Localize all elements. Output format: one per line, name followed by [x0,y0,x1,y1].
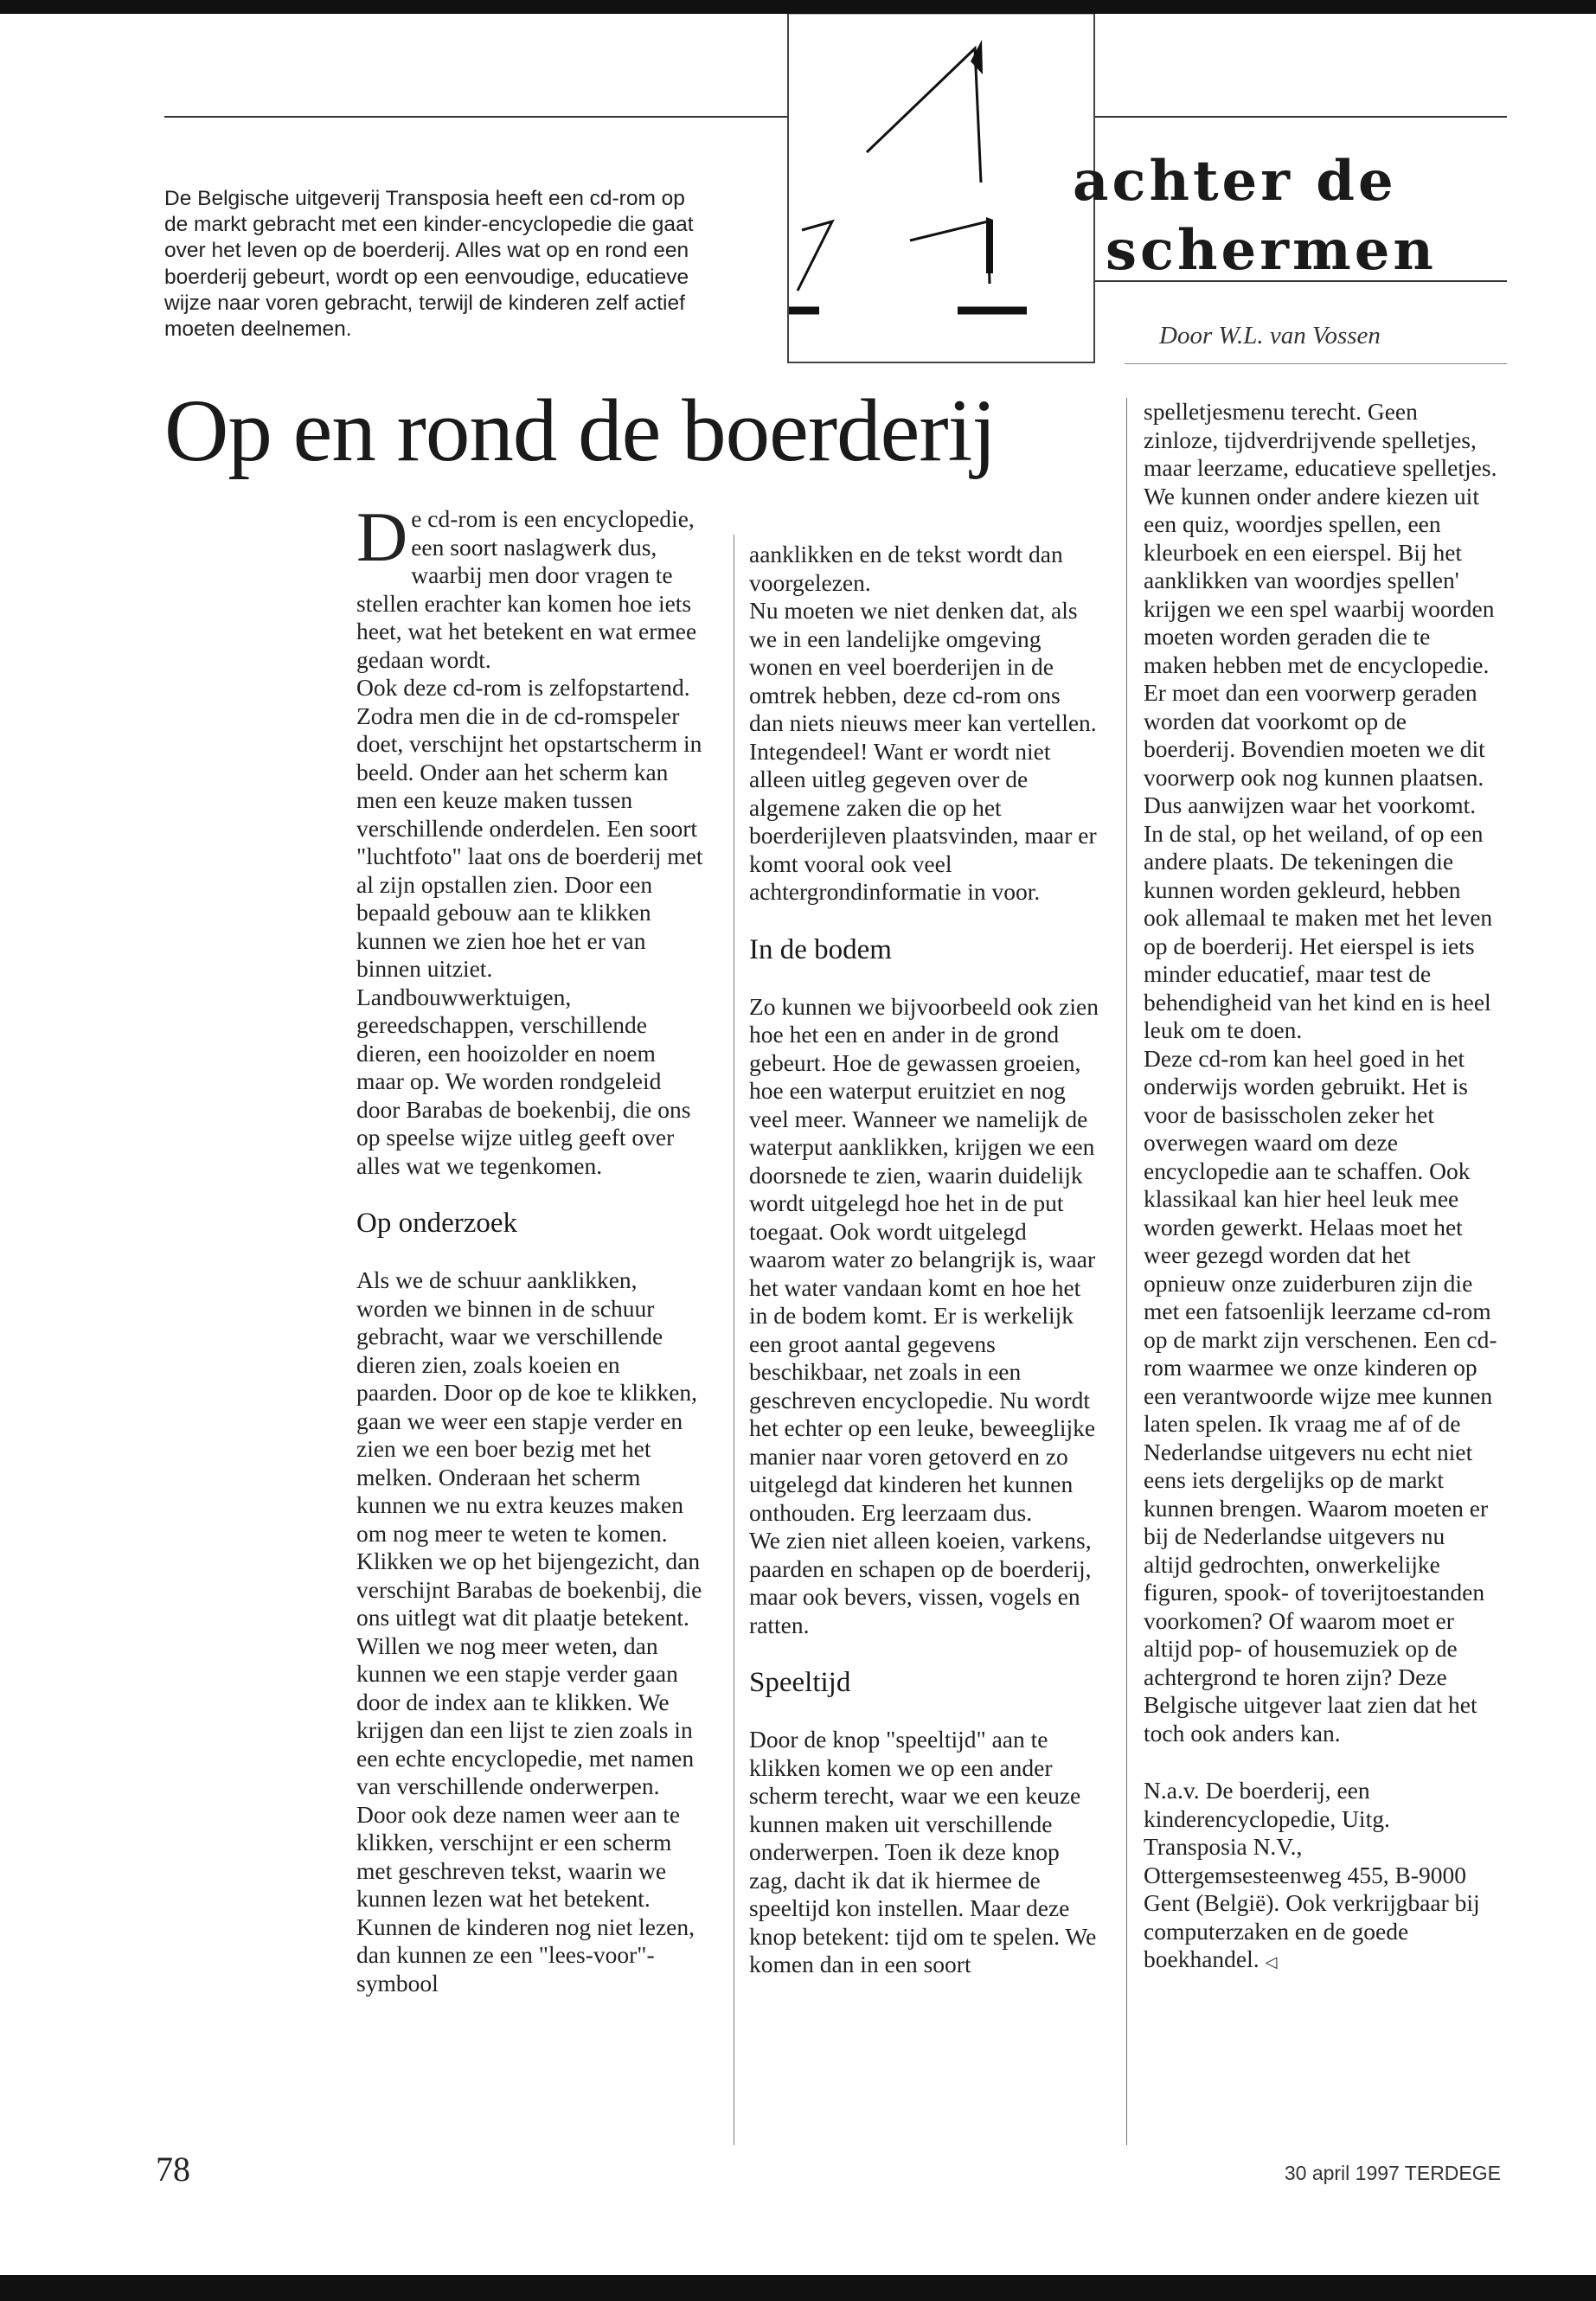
intro-text: De Belgische uitgeverij Transposia heeft een cd-rom op de markt gebracht met een kinder-encyclopedie die gaat over het leven op de boerderij. Alles wat op en rond een boerderij gebeurt, wordt op een eenvoudige, educatieve wijze naar voren gebracht, terwijl de kinderen zelf actief moeten deelnemen. [164,187,694,342]
article-source-note [1144,1777,1498,1977]
article-column-1 [356,497,707,1997]
stylized-a-icon [789,14,1093,360]
top-rule-right [1092,116,1507,118]
page-title: Op en rond de boerderij [164,381,996,480]
section-logo [787,14,1095,363]
scan-border-bottom [0,2275,1596,2301]
article-paragraph: Ook deze cd-rom is zelfopstartend. Zodra men die in de cd-romspeler doet, verschijnt het opstartscherm in beeld. Onder aan het scherm kan men een keuze maken tussen verschillende onderdelen. Een soort "luchtfoto" laat ons de boerderij met al zijn opstallen zien. Door een bepaald gebouw aan te klikken kunnen we zien hoe het er van binnen uitziet. Landbouwwerktuigen, gereedschappen, verschillende dieren, een hooizolder en noem maar op. We worden rondgeleid door Barabas de boekenbij, die ons op speelse wijze uitleg geeft over alles wat we tegenkomen. [356,674,703,1179]
section-title-line1: achter de [1073,149,1397,214]
article-paragraph: aanklikken en de tekst wordt dan voorgelezen. [749,541,1063,596]
article-paragraph: spelletjesmenu terecht. Geen zinloze, tijdverdrijvende spelletjes, maar leerzame, educatieve spelletjes. We kunnen onder andere kiezen uit een quiz, woordjes spellen, een kleurboek en een eierspel. Bij het aanklikken van woordjes spellen' krijgen we een spel waarbij woorden moeten worden geraden die te maken hebben met de encyclopedie. Er moet dan een voorwerp geraden worden dat voorkomt op de boerderij. Bovendien moeten we dit voorwerp ook nog kunnen plaatsen. Dus aanwijzen waar het voorkomt. In de stal, op het weiland, of op een andere plaats. De tekeningen die kunnen worden gekleurd, hebben ook allemaal te maken met het leven op de boerderij. Het eierspel is iets minder educatief, maar test de behendigheid van het kind en is heel leuk om te doen. [1144,398,1497,1043]
article-column-3 [1144,398,1498,1977]
top-rule-left [164,116,789,118]
paragraph-text: e cd-rom is een encyclopedie, een soort naslagwerk dus, waarbij men door vragen te stellen erachter kan komen hoe iets heet, wat het betekent en wat ermee gedaan wordt. [356,505,697,673]
subheading-op-onderzoek: Op onderzoek [356,1208,518,1239]
article-column-2 [749,541,1099,1979]
section-title-line2: schermen [1106,218,1437,283]
scan-border-top [0,0,1596,14]
article-paragraph [356,497,707,674]
section-title [1073,147,1437,285]
paragraph-gap [1144,1747,1498,1777]
source-note-text: N.a.v. De boerderij, een kinderencyclopedie, Uitg. Transposia N.V., Ottergemsesteenweg 455, B-9000 Gent (België). Ook verkrijgbaar bij computerzaken en de goede boekhandel. [1144,1777,1480,1972]
page-number: 78 [156,2150,190,2189]
byline-rule [1125,363,1507,364]
article-paragraph: Nu moeten we niet denken dat, als we in een landelijke omgeving wonen en veel boerderijen in de omtrek hebben, deze cd-rom ons dan niets nieuws meer kan vertellen. Integendeel! Want er wordt niet alleen uitleg gegeven over de algemene zaken die op het boerderijleven plaatsvinden, maar er komt vooral ook veel achtergrondinformatie in voor. [749,597,1097,905]
article-paragraph: Als we de schuur aanklikken, worden we binnen in de schuur gebracht, waar we verschillende dieren zien, zoals koeien en paarden. Door op de koe te klikken, gaan we weer een stapje verder en zien we een boer bezig met het melken. Onderaan het scherm kunnen we nu extra keuzes maken om nog meer te weten te komen. Klikken we op het bijengezicht, dan verschijnt Barabas de boekenbij, die ons uitlegt wat dit plaatje betekent. Willen we nog meer weten, dan kunnen we een stapje verder gaan door de index aan te klikken. We krijgen dan een lijst te zien zoals in een echte encyclopedie, met namen van verschillende onderwerpen. Door ook deze namen weer aan te klikken, verschijnt er een scherm met geschreven tekst, waarin we kunnen lezen wat het betekent. Kunnen de kinderen nog niet lezen, dan kunnen ze een "lees-voor"-symbool [356,1266,702,1997]
article-paragraph: Zo kunnen we bijvoorbeeld ook zien hoe het een en ander in de grond gebeurt. Hoe de gewassen groeien, hoe een waterput eruitziet en nog veel meer. Wanneer we namelijk de waterput aanklikken, krijgen we een doorsnede te zien, waarin duidelijk wordt uitgelegd hoe het in de put toegaat. Ook wordt uitgelegd waarom water zo belangrijk is, waar het water vandaan komt en hoe het in de bodem komt. Er is werkelijk een groot aantal gegevens beschikbaar, net zoals in een geschreven encyclopedie. Nu wordt het echter op een leuke, beweeglijke manier naar voren getoverd en zo uitgelegd dat kinderen het kunnen onthouden. Erg leerzaam dus. [749,992,1099,1526]
byline: Door W.L. van Vossen [1159,322,1381,349]
subheading-speeltijd: Speeltijd [749,1667,851,1698]
column-divider-2 [1126,398,1127,2145]
end-mark-icon: ◁ [1265,1953,1278,1971]
article-paragraph: Door de knop "speeltijd" aan te klikken komen we op een ander scherm terecht, waar we een keuze kunnen maken uit verschillende onderwerpen. Toen ik deze knop zag, dacht ik dat ik hiermee de speeltijd kon instellen. Maar deze knop betekent: tijd om te spelen. We komen dan in een soort [749,1726,1097,1977]
subheading-in-de-bodem: In de bodem [749,933,892,965]
article-paragraph: Deze cd-rom kan heel goed in het onderwijs worden gebruikt. Het is voor de basisscholen zeker het overwegen waard om deze encyclopedie aan te schaffen. Ook klassikaal kan hier heel leuk mee worden gewerkt. Helaas moet het weer gezegd worden dat het opnieuw onze zuiderburen zijn die met een fatsoenlijk leerzame cd-rom op de markt zijn verschenen. Een cd-rom waarmee we onze kinderen op een verantwoorde wijze mee kunnen laten spelen. Ik vraag me af of de Nederlandse uitgevers nu echt niet eens iets dergelijks op de markt kunnen brengen. Waarom moeten er bij de Nederlandse uitgevers nu altijd gedrochten, onwerkelijke figuren, spook- of toverijtoestanden voorkomen? Of waarom moet er altijd pop- of housemuziek op de achtergrond te horen zijn? Deze Belgische uitgever laat zien dat het toch ook anders kan. [1144,1044,1497,1747]
dropcap: D [356,497,408,576]
article-paragraph: We zien niet alleen koeien, varkens, paarden en schapen op de boerderij, maar ook bevers, vissen, vogels en ratten. [749,1527,1092,1638]
footer-date: 30 april 1997 TERDEGE [1284,2162,1501,2184]
